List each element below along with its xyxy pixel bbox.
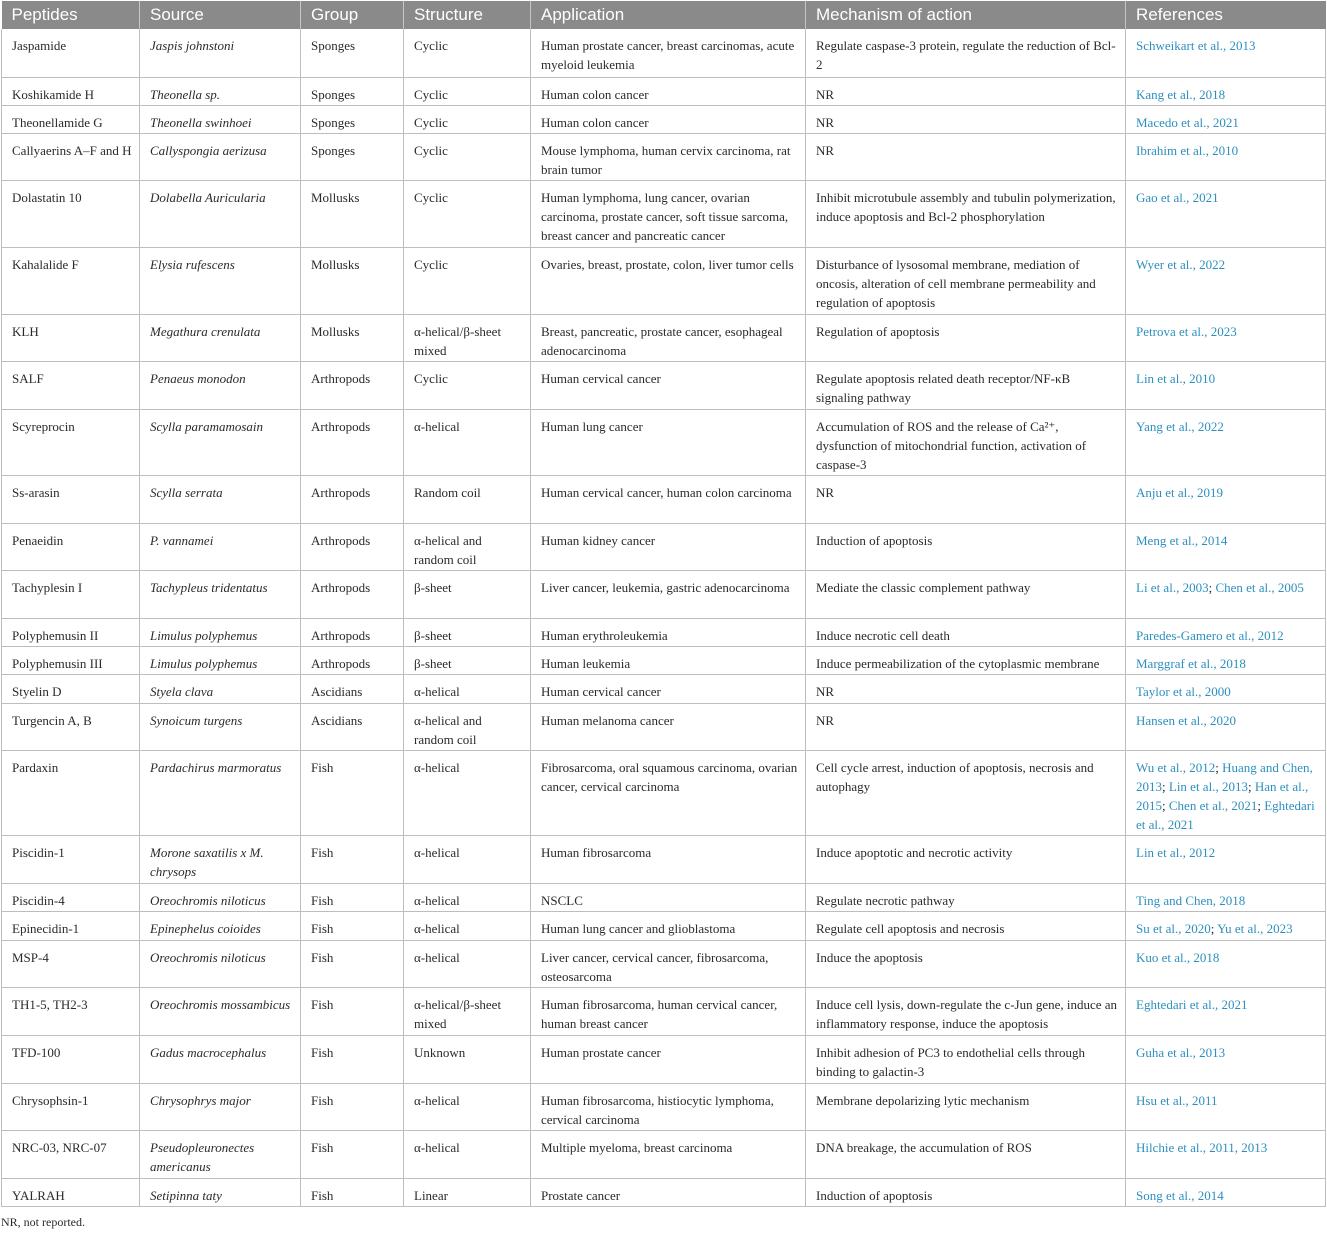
cell-references [1126,703,1326,750]
header-group: Group [301,1,404,29]
cell-group: Sponges [301,29,404,77]
cell-mechanism: Induce cell lysis, down-regulate the c-Jun gene, induce an inflammatory response, induce the apoptosis [806,987,1126,1035]
cell-source: Setipinna taty [140,1178,301,1206]
cell-references [1126,646,1326,674]
cell-structure: α-helical [404,1130,531,1178]
cell-source: Theonella swinhoei [140,105,301,133]
cell-source: Callyspongia aerizusa [140,133,301,180]
cell-group: Arthropods [301,409,404,475]
cell-peptide: Callyaerins A–F and H [2,133,140,180]
cell-application: Human fibrosarcoma, human cervical cancer, human breast cancer [531,987,806,1035]
reference-link[interactable]: Han et al., 2015 [1136,778,1309,813]
table-row [2,105,1326,133]
cell-group: Mollusks [301,314,404,361]
cell-application: Multiple myeloma, breast carcinoma [531,1130,806,1178]
table-body [2,29,1326,1206]
cell-application: Human cervical cancer [531,361,806,409]
cell-structure: Cyclic [404,77,531,105]
cell-application: NSCLC [531,883,806,911]
reference-link[interactable]: Eghtedari et al., 2021 [1136,996,1248,1012]
cell-mechanism: NR [806,105,1126,133]
cell-source: Epinephelus coioides [140,911,301,940]
cell-peptide: Tachyplesin I [2,570,140,618]
cell-group: Fish [301,835,404,883]
cell-mechanism: Regulate cell apoptosis and necrosis [806,911,1126,940]
cell-mechanism: NR [806,77,1126,105]
cell-application: Breast, pancreatic, prostate cancer, esophageal adenocarcinoma [531,314,806,361]
reference-link[interactable]: Li et al., 2003 [1136,579,1209,595]
cell-mechanism: Induction of apoptosis [806,1178,1126,1206]
cell-peptide: Polyphemusin III [2,646,140,674]
table-header-row [2,1,1326,29]
table-row [2,475,1326,523]
cell-source: Theonella sp. [140,77,301,105]
reference-link[interactable]: Yu et al., 2023 [1217,920,1293,936]
cell-structure: α-helical [404,911,531,940]
reference-link[interactable]: Hilchie et al., 2011, 2013 [1136,1139,1268,1155]
reference-link[interactable]: Chen et al., 2021 [1168,797,1258,813]
reference-link[interactable]: Wu et al., 2012 [1136,759,1216,775]
cell-structure: β-sheet [404,618,531,646]
cell-references [1126,105,1326,133]
cell-references [1126,674,1326,703]
cell-references [1126,1178,1326,1206]
cell-mechanism: NR [806,133,1126,180]
cell-group: Fish [301,1178,404,1206]
cell-group: Arthropods [301,475,404,523]
table-row [2,1130,1326,1178]
cell-source: Morone saxatilis x M. chrysops [140,835,301,883]
table-row [2,1178,1326,1206]
cell-structure: α-helical and random coil [404,703,531,750]
cell-structure: α-helical [404,883,531,911]
table-row [2,883,1326,911]
cell-application: Fibrosarcoma, oral squamous carcinoma, ovarian cancer, cervical carcinoma [531,750,806,835]
cell-source: Oreochromis niloticus [140,883,301,911]
cell-peptide: Ss-arasin [2,475,140,523]
reference-link[interactable]: Schweikart et al., 2013 [1136,38,1256,53]
cell-application: Human leukemia [531,646,806,674]
cell-group: Arthropods [301,570,404,618]
reference-link[interactable]: Lin et al., 2012 [1136,844,1216,860]
table-row [2,750,1326,835]
table-row [2,911,1326,940]
cell-mechanism: Inhibit microtubule assembly and tubulin polymerization, induce apoptosis and Bcl-2 phosphorylation [806,180,1126,247]
cell-peptide: Scyreprocin [2,409,140,475]
cell-application: Human cervical cancer, human colon carcinoma [531,475,806,523]
cell-group: Fish [301,911,404,940]
cell-references [1126,361,1326,409]
cell-structure: α-helical/β-sheet mixed [404,314,531,361]
cell-references [1126,29,1326,77]
cell-structure: Cyclic [404,247,531,314]
table-row [2,180,1326,247]
header-structure: Structure [404,1,531,29]
table-row [2,987,1326,1035]
cell-references: Wu et al., 2012; Huang and Chen, 2013; Lin et al., 2013; Han et al., 2015; Chen et al., 2021; Eghtedari et al., 2021 [1126,750,1326,835]
cell-group: Fish [301,1130,404,1178]
cell-group: Mollusks [301,180,404,247]
table-footnote: NR, not reported. [1,1215,85,1229]
table-row [2,703,1326,750]
cell-structure: α-helical [404,1083,531,1130]
cell-structure: β-sheet [404,570,531,618]
cell-peptide: MSP-4 [2,940,140,987]
table-row [2,1035,1326,1083]
cell-application: Human erythroleukemia [531,618,806,646]
cell-application: Human colon cancer [531,105,806,133]
cell-references [1126,1035,1326,1083]
cell-peptide: NRC-03, NRC-07 [2,1130,140,1178]
cell-peptide: Jaspamide [2,29,140,77]
reference-link[interactable]: Hansen et al., 2020 [1136,712,1237,728]
cell-structure: α-helical [404,409,531,475]
cell-structure: Linear [404,1178,531,1206]
cell-peptide: Penaeidin [2,523,140,570]
cell-structure: Random coil [404,475,531,523]
cell-source: Jaspis johnstoni [140,29,301,77]
cell-mechanism: Induce permeabilization of the cytoplasmic membrane [806,646,1126,674]
cell-peptide: Piscidin-4 [2,883,140,911]
reference-link[interactable]: Wyer et al., 2022 [1136,256,1226,272]
cell-peptide: Epinecidin-1 [2,911,140,940]
cell-source: Gadus macrocephalus [140,1035,301,1083]
cell-application: Liver cancer, cervical cancer, fibrosarcoma, osteosarcoma [531,940,806,987]
header-peptides: Peptides [2,1,140,29]
header-source: Source [140,1,301,29]
cell-mechanism: DNA breakage, the accumulation of ROS [806,1130,1126,1178]
cell-structure: Cyclic [404,105,531,133]
cell-source: Elysia rufescens [140,247,301,314]
cell-group: Fish [301,1083,404,1130]
cell-application: Human cervical cancer [531,674,806,703]
cell-mechanism: Regulate necrotic pathway [806,883,1126,911]
reference-link[interactable]: Guha et al., 2013 [1136,1044,1226,1060]
table-row [2,409,1326,475]
cell-peptide: Kahalalide F [2,247,140,314]
table-row [2,314,1326,361]
cell-references: Li et al., 2003; Chen et al., 2005 [1126,570,1326,618]
cell-source: Pardachirus marmoratus [140,750,301,835]
cell-group: Fish [301,940,404,987]
reference-link[interactable]: Chen et al., 2005 [1215,579,1304,595]
cell-source: Synoicum turgens [140,703,301,750]
cell-mechanism: NR [806,674,1126,703]
cell-structure: α-helical [404,940,531,987]
cell-source: Limulus polyphemus [140,618,301,646]
table-row [2,618,1326,646]
cell-source: P. vannamei [140,523,301,570]
cell-source: Oreochromis niloticus [140,940,301,987]
cell-references [1126,247,1326,314]
cell-group: Fish [301,883,404,911]
cell-source: Styela clava [140,674,301,703]
table-row [2,674,1326,703]
table-row [2,1083,1326,1130]
header-mechanism: Mechanism of action [806,1,1126,29]
cell-references [1126,618,1326,646]
cell-mechanism: Membrane depolarizing lytic mechanism [806,1083,1126,1130]
cell-group: Mollusks [301,247,404,314]
cell-application: Human melanoma cancer [531,703,806,750]
cell-references [1126,523,1326,570]
cell-peptide: Turgencin A, B [2,703,140,750]
cell-group: Arthropods [301,361,404,409]
table-row [2,570,1326,618]
cell-references: Su et al., 2020; Yu et al., 2023 [1126,911,1326,940]
cell-group: Arthropods [301,646,404,674]
cell-peptide: Pardaxin [2,750,140,835]
cell-source: Penaeus monodon [140,361,301,409]
cell-group: Arthropods [301,523,404,570]
cell-references [1126,883,1326,911]
cell-source: Scylla serrata [140,475,301,523]
cell-references [1126,409,1326,475]
reference-link[interactable]: Eghtedari et al., 2021 [1136,797,1315,832]
cell-application: Human lung cancer [531,409,806,475]
cell-source: Megathura crenulata [140,314,301,361]
cell-references [1126,77,1326,105]
reference-link[interactable]: Lin et al., 2013 [1168,778,1248,794]
cell-structure: β-sheet [404,646,531,674]
cell-group: Arthropods [301,618,404,646]
peptide-table [1,1,1326,1207]
reference-link[interactable]: Marggraf et al., 2018 [1136,655,1246,671]
table-row [2,133,1326,180]
cell-structure: Cyclic [404,180,531,247]
cell-peptide: Dolastatin 10 [2,180,140,247]
cell-application: Human fibrosarcoma, histiocytic lymphoma, cervical carcinoma [531,1083,806,1130]
cell-source: Scylla paramamosain [140,409,301,475]
cell-application: Human fibrosarcoma [531,835,806,883]
table-row [2,835,1326,883]
cell-mechanism: Induce the apoptosis [806,940,1126,987]
cell-mechanism: Regulate apoptosis related death receptor/NF-κB signaling pathway [806,361,1126,409]
cell-application: Human lung cancer and glioblastoma [531,911,806,940]
cell-structure: Cyclic [404,133,531,180]
reference-link[interactable]: Taylor et al., 2000 [1136,683,1231,699]
cell-group: Fish [301,987,404,1035]
cell-group: Sponges [301,133,404,180]
cell-application: Human prostate cancer, breast carcinomas, acute myeloid leukemia [531,29,806,77]
cell-peptide: TH1-5, TH2-3 [2,987,140,1035]
cell-application: Human prostate cancer [531,1035,806,1083]
reference-link[interactable]: Huang and Chen, 2013 [1136,759,1313,794]
cell-peptide: KLH [2,314,140,361]
cell-application: Human lymphoma, lung cancer, ovarian carcinoma, prostate cancer, soft tissue sarcoma, breast cancer and pancreatic cancer [531,180,806,247]
cell-structure: Unknown [404,1035,531,1083]
cell-group: Ascidians [301,674,404,703]
reference-link[interactable]: Macedo et al., 2021 [1136,114,1239,130]
table-row [2,361,1326,409]
cell-mechanism: Regulate caspase-3 protein, regulate the reduction of Bcl-2 [806,29,1126,77]
cell-references [1126,1083,1326,1130]
cell-source: Tachypleus tridentatus [140,570,301,618]
reference-link[interactable]: Yang et al., 2022 [1136,418,1224,434]
cell-mechanism: Regulation of apoptosis [806,314,1126,361]
cell-structure: α-helical [404,674,531,703]
cell-references [1126,835,1326,883]
cell-group: Fish [301,750,404,835]
cell-application: Prostate cancer [531,1178,806,1206]
cell-peptide: Theonellamide G [2,105,140,133]
peptide-table-container [1,1,1325,1207]
cell-source: Chrysophrys major [140,1083,301,1130]
cell-mechanism: NR [806,703,1126,750]
cell-group: Fish [301,1035,404,1083]
cell-group: Sponges [301,77,404,105]
table-row [2,940,1326,987]
cell-source: Limulus polyphemus [140,646,301,674]
reference-link[interactable]: Song et al., 2014 [1136,1187,1224,1203]
cell-source: Oreochromis mossambicus [140,987,301,1035]
cell-references [1126,940,1326,987]
reference-link[interactable]: Ibrahim et al., 2010 [1136,142,1239,158]
reference-link[interactable]: Meng et al., 2014 [1136,532,1228,548]
cell-group: Ascidians [301,703,404,750]
cell-source: Dolabella Auricularia [140,180,301,247]
table-row [2,29,1326,77]
header-application: Application [531,1,806,29]
table-row [2,247,1326,314]
cell-structure: Cyclic [404,361,531,409]
cell-mechanism: Inhibit adhesion of PC3 to endothelial cells through binding to galactin-3 [806,1035,1126,1083]
cell-references [1126,475,1326,523]
cell-references [1126,987,1326,1035]
cell-source: Pseudopleuronectes americanus [140,1130,301,1178]
cell-application: Human colon cancer [531,77,806,105]
reference-link[interactable]: Gao et al., 2021 [1136,189,1219,205]
cell-peptide: SALF [2,361,140,409]
cell-structure: α-helical and random coil [404,523,531,570]
header-references: References [1126,1,1326,29]
cell-mechanism: Cell cycle arrest, induction of apoptosis, necrosis and autophagy [806,750,1126,835]
cell-peptide: Polyphemusin II [2,618,140,646]
table-row [2,646,1326,674]
cell-group: Sponges [301,105,404,133]
cell-structure: α-helical [404,750,531,835]
cell-application: Mouse lymphoma, human cervix carcinoma, rat brain tumor [531,133,806,180]
cell-mechanism: Induction of apoptosis [806,523,1126,570]
cell-peptide: YALRAH [2,1178,140,1206]
cell-mechanism: Mediate the classic complement pathway [806,570,1126,618]
reference-link[interactable]: Lin et al., 2010 [1136,370,1216,386]
reference-link[interactable]: Paredes-Gamero et al., 2012 [1136,627,1284,643]
reference-link[interactable]: Petrova et al., 2023 [1136,323,1237,339]
reference-link[interactable]: Su et al., 2020 [1136,920,1211,936]
cell-references [1126,180,1326,247]
cell-mechanism: NR [806,475,1126,523]
cell-application: Human kidney cancer [531,523,806,570]
cell-references [1126,1130,1326,1178]
table-row [2,77,1326,105]
cell-peptide: Piscidin-1 [2,835,140,883]
cell-mechanism: Disturbance of lysosomal membrane, mediation of oncosis, alteration of cell membrane permeability and regulation of apoptosis [806,247,1126,314]
cell-peptide: Styelin D [2,674,140,703]
cell-peptide: Chrysophsin-1 [2,1083,140,1130]
cell-structure: α-helical/β-sheet mixed [404,987,531,1035]
reference-link[interactable]: Kang et al., 2018 [1136,86,1226,102]
reference-link[interactable]: Kuo et al., 2018 [1136,949,1220,965]
cell-peptide: TFD-100 [2,1035,140,1083]
reference-link[interactable]: Ting and Chen, 2018 [1136,892,1246,908]
cell-structure: Cyclic [404,29,531,77]
reference-link[interactable]: Anju et al., 2019 [1136,484,1224,500]
cell-application: Liver cancer, leukemia, gastric adenocarcinoma [531,570,806,618]
cell-mechanism: Induce apoptotic and necrotic activity [806,835,1126,883]
cell-references [1126,314,1326,361]
cell-peptide: Koshikamide H [2,77,140,105]
cell-mechanism: Accumulation of ROS and the release of Ca²⁺, dysfunction of mitochondrial function, activation of caspase-3 [806,409,1126,475]
reference-link[interactable]: Hsu et al., 2011 [1136,1092,1218,1108]
cell-mechanism: Induce necrotic cell death [806,618,1126,646]
cell-references [1126,133,1326,180]
cell-structure: α-helical [404,835,531,883]
table-row [2,523,1326,570]
cell-application: Ovaries, breast, prostate, colon, liver tumor cells [531,247,806,314]
